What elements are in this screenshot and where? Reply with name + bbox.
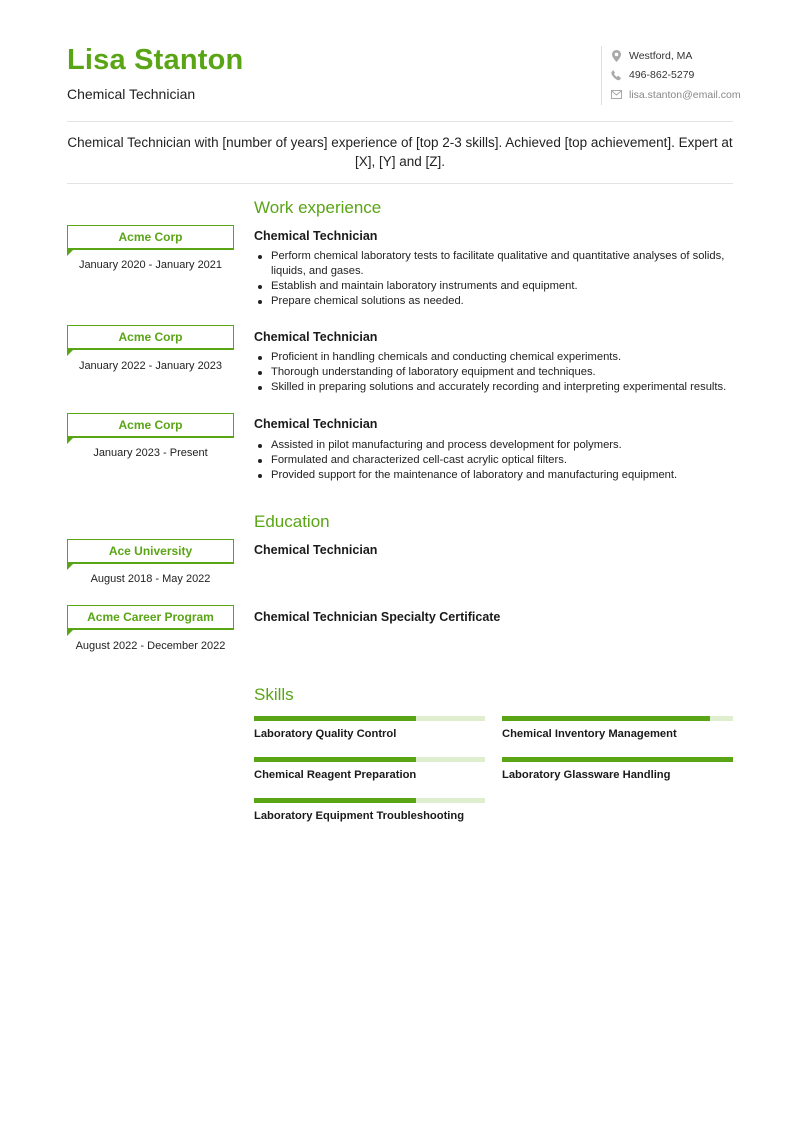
work-bullet: Assisted in pilot manufacturing and process development for polymers. — [254, 438, 734, 453]
skill-name: Laboratory Equipment Troubleshooting — [254, 810, 465, 822]
work-bullets — [254, 438, 734, 483]
work-dates: January 2022 - January 2023 — [78, 360, 223, 372]
work-bullet: Provided support for the maintenance of laboratory and manufacturing equipment. — [254, 468, 734, 483]
work-bullet: Skilled in preparing solutions and accurately recording and interpreting experimental results. — [254, 380, 734, 395]
contact-block — [601, 46, 741, 105]
work-company-name: Acme Corp — [118, 418, 183, 432]
work-company-box — [67, 325, 234, 350]
skill-name: Laboratory Glassware Handling — [502, 769, 671, 781]
skill-level-fill — [254, 757, 416, 762]
work-bullet: Proficient in handling chemicals and conducting chemical experiments. — [254, 350, 734, 365]
work-bullets — [254, 249, 734, 309]
location-text: Westford, MA — [629, 49, 693, 62]
skill-item — [254, 716, 485, 740]
education-heading: Education — [254, 512, 330, 531]
skill-level-bar — [502, 716, 733, 721]
work-company-name: Acme Corp — [118, 230, 183, 244]
work-bullet: Perform chemical laboratory tests to facilitate qualitative and quantitative analyses of solids, liquids, and gases. — [254, 249, 734, 279]
contact-phone — [610, 66, 741, 86]
work-bullet: Formulated and characterized cell-cast acrylic optical filters. — [254, 453, 734, 468]
box-tail-decoration — [67, 249, 74, 256]
skill-name: Chemical Reagent Preparation — [254, 769, 417, 781]
work-role: Chemical Technician — [254, 330, 378, 344]
education-school-box — [67, 605, 234, 630]
skill-level-bar — [254, 716, 485, 721]
skill-level-fill — [254, 716, 416, 721]
skill-level-fill — [502, 716, 710, 721]
work-role: Chemical Technician — [254, 417, 378, 431]
box-tail-decoration — [67, 437, 74, 444]
skill-level-bar — [502, 757, 733, 762]
education-degree: Chemical Technician Specialty Certificate — [254, 610, 501, 624]
skill-name: Chemical Inventory Management — [502, 728, 677, 740]
skills-heading: Skills — [254, 685, 294, 704]
education-dates: August 2018 - May 2022 — [90, 573, 211, 585]
contact-email[interactable] — [610, 85, 741, 105]
location-pin-icon — [610, 50, 622, 62]
skill-item — [502, 716, 733, 740]
skill-level-bar — [254, 798, 485, 803]
divider-summary — [67, 183, 733, 184]
envelope-icon — [610, 89, 622, 101]
education-school-name: Acme Career Program — [87, 610, 214, 624]
email-text[interactable]: lisa.stanton@email.com — [629, 88, 741, 101]
skill-item — [254, 798, 485, 822]
work-company-name: Acme Corp — [118, 330, 183, 344]
skill-level-bar — [254, 757, 485, 762]
phone-icon — [610, 69, 622, 81]
skill-item — [254, 757, 485, 781]
skill-name: Laboratory Quality Control — [254, 728, 397, 740]
education-school-box — [67, 539, 234, 564]
work-company-box — [67, 225, 234, 250]
phone-text: 496-862-5279 — [629, 69, 695, 82]
box-tail-decoration — [67, 349, 74, 356]
skill-level-fill — [254, 798, 416, 803]
divider-top — [67, 121, 733, 122]
skill-item — [502, 757, 733, 781]
education-school-name: Ace University — [108, 544, 193, 558]
work-bullet: Prepare chemical solutions as needed. — [254, 294, 734, 309]
box-tail-decoration — [67, 629, 74, 636]
candidate-name: Lisa Stanton — [67, 44, 244, 76]
work-dates: January 2020 - January 2021 — [78, 259, 223, 271]
candidate-title: Chemical Technician — [67, 86, 196, 102]
work-bullet: Thorough understanding of laboratory equipment and techniques. — [254, 365, 734, 380]
summary-text: Chemical Technician with [number of years] experience of [top 2-3 skills]. Achieved [top achievement]. Expert at [X], [Y] and [Z]. — [67, 135, 733, 169]
box-tail-decoration — [67, 563, 74, 570]
work-bullets — [254, 350, 734, 395]
work-dates: January 2023 - Present — [93, 447, 208, 459]
work-company-box — [67, 413, 234, 438]
education-degree: Chemical Technician — [254, 543, 378, 557]
contact-location — [610, 46, 741, 66]
skill-level-fill — [502, 757, 733, 762]
work-experience-heading: Work experience — [254, 198, 382, 217]
work-role: Chemical Technician — [254, 229, 378, 243]
education-dates: August 2022 - December 2022 — [75, 640, 226, 652]
work-bullet: Establish and maintain laboratory instruments and equipment. — [254, 279, 734, 294]
